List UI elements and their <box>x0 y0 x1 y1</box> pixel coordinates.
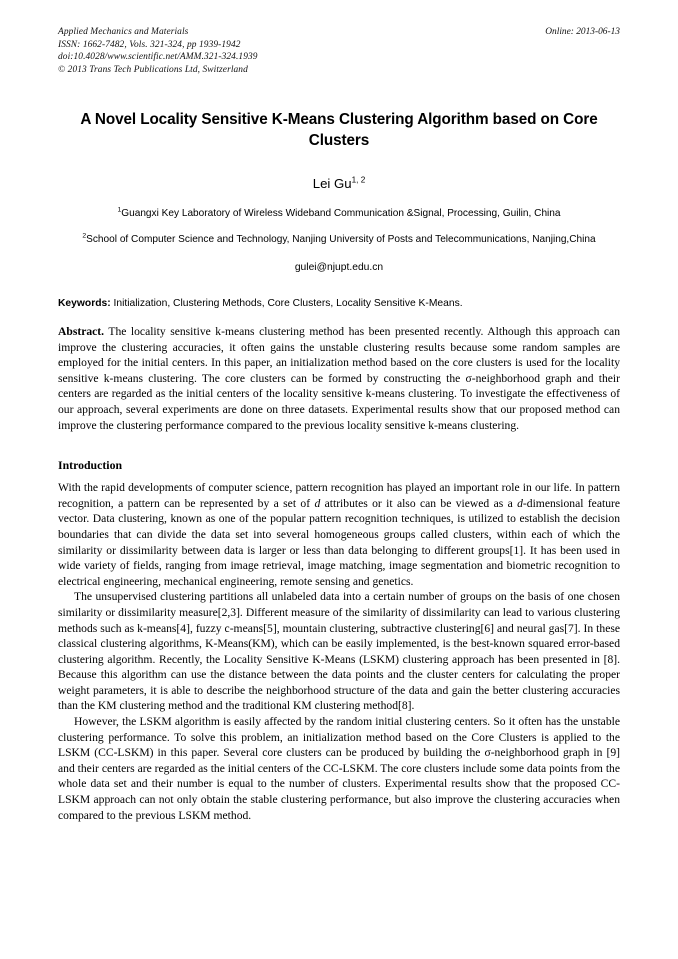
affiliation-2-mark: 2 <box>82 232 87 240</box>
author-line <box>58 176 620 191</box>
introduction-paragraph <box>58 714 620 823</box>
journal-header-left <box>58 26 488 76</box>
emphasis-text: d <box>517 496 523 510</box>
author-email: gulei@njupt.edu.cn <box>294 262 384 273</box>
paragraph-text: With the rapid developments of computer science, pattern recognition has played an important role in our life. In pattern recognition, a pattern can be represented by a set of <box>58 481 620 510</box>
affiliation-1-mark: 1 <box>117 206 122 214</box>
affiliation-1 <box>58 207 620 221</box>
keywords-label: Keywords: <box>58 298 111 309</box>
online-publication-date: Online: 2013-06-13 <box>545 27 620 37</box>
keywords-line <box>58 296 620 311</box>
introduction-paragraph <box>58 589 620 714</box>
section-heading-introduction: Introduction <box>58 458 123 473</box>
journal-copyright: © 2013 Trans Tech Publications Ltd, Switzerland <box>58 64 248 75</box>
paper-title: A Novel Locality Sensitive K-Means Clustering Algorithm based on Core Clusters <box>80 111 598 149</box>
author-affiliation-marks: 1, 2 <box>351 175 366 185</box>
author-name: Lei Gu <box>312 176 352 191</box>
abstract-text: The locality sensitive k-means clustering method has been presented recently. Although this approach can improve the clustering accuracies, it often gains the unstable clustering results because some random samples are employed for the initial centers. In this paper, an initialization method based on the core clusters is used for the locality sensitive k-means clustering. The core clusters can be formed by constructing the σ-neighborhood graph and their centers are regarded as the initial centers of the locality sensitive k-means clustering. To investigate the effectiveness of our approach, several experiments are done on three datasets. Experimental results show that our proposed method can improve the clustering performance compared to the previous locality sensitive k-means clustering. <box>58 325 620 432</box>
paragraph-text: However, the LSKM algorithm is easily affected by the random initial clustering centers. So it often has the unstable clustering performance. To solve this problem, an initialization method based on the Core Clusters is applied to the LSKM (CC-LSKM) in this paper. Several core clusters can be produced by building the σ-neighborhood graph in [9] and their centers are regarded as the initial centers of the CC-LSKM. The core clusters include some data points from the whole data set and their number is equal to the number of clusters. Experimental results show that the proposed CC-LSKM approach can not only obtain the stable clustering performance, but also improve the clustering accuracies when compared to the previous LSKM method. <box>58 715 620 822</box>
paragraph-text: The unsupervised clustering partitions all unlabeled data into a certain number of groups on the basis of one chosen similarity or dissimilarity measure[2,3]. Different measure of the similarity of dissimilarity can lead to various clustering methods such as k-means[4], fuzzy c-means[5], mountain clustering, subtractive clustering[6] and neural gas[7]. In these classical clustering algorithms, K-Means(KM), which can be easily implemented, is the best-known squared error-based clustering algorithm. Recently, the Locality Sensitive K-Means (LSKM) clustering approach has been presented in [8]. Because this algorithm can use the distance between the data points and the cluster centers for calculating the proper weight parameters, it is able to describe the neighborhood structure of the data and gain the better clustering accuracies than the KM clustering method and the traditional KM clustering method[8]. <box>58 590 620 713</box>
introduction-body <box>58 480 620 823</box>
keywords-text: Initialization, Clustering Methods, Core Clusters, Locality Sensitive K-Means. <box>110 298 463 309</box>
introduction-paragraph <box>58 480 620 589</box>
affiliation-2-text: School of Computer Science and Technology, Nanjing University of Posts and Telecommunications, Nanjing,China <box>86 234 596 245</box>
emphasis-text: d <box>314 496 321 510</box>
paragraph-text: attributes or it also can be viewed as a <box>320 496 518 510</box>
journal-issn-volume: ISSN: 1662-7482, Vols. 321-324, pp 1939-1942 <box>58 39 241 50</box>
affiliation-2 <box>58 233 620 247</box>
paragraph-text: -dimensional feature vector. Data clustering, known as one of the popular pattern recognition techniques, is utilized to establish the decision boundaries that can divide the data set into several homogeneous groups called clusters, within each of which the similarity or dissimilarity between data is larger or less than data belonging to different groups[1]. It has been used in wide variety of fields, ranging from image retrieval, image matching, image segmentation and biometric recognition to electrical engineering, mechanical engineering, remote sensing and genetics. <box>58 496 620 588</box>
journal-name: Applied Mechanics and Materials <box>58 27 189 37</box>
abstract-block <box>58 324 620 433</box>
journal-header <box>58 26 620 82</box>
journal-doi: doi:10.4028/www.scientific.net/AMM.321-324.1939 <box>58 52 258 63</box>
affiliation-1-text: Guangxi Key Laboratory of Wireless Wideband Communication &Signal, Processing, Guilin, China <box>121 208 561 219</box>
abstract-label: Abstract. <box>58 325 105 338</box>
